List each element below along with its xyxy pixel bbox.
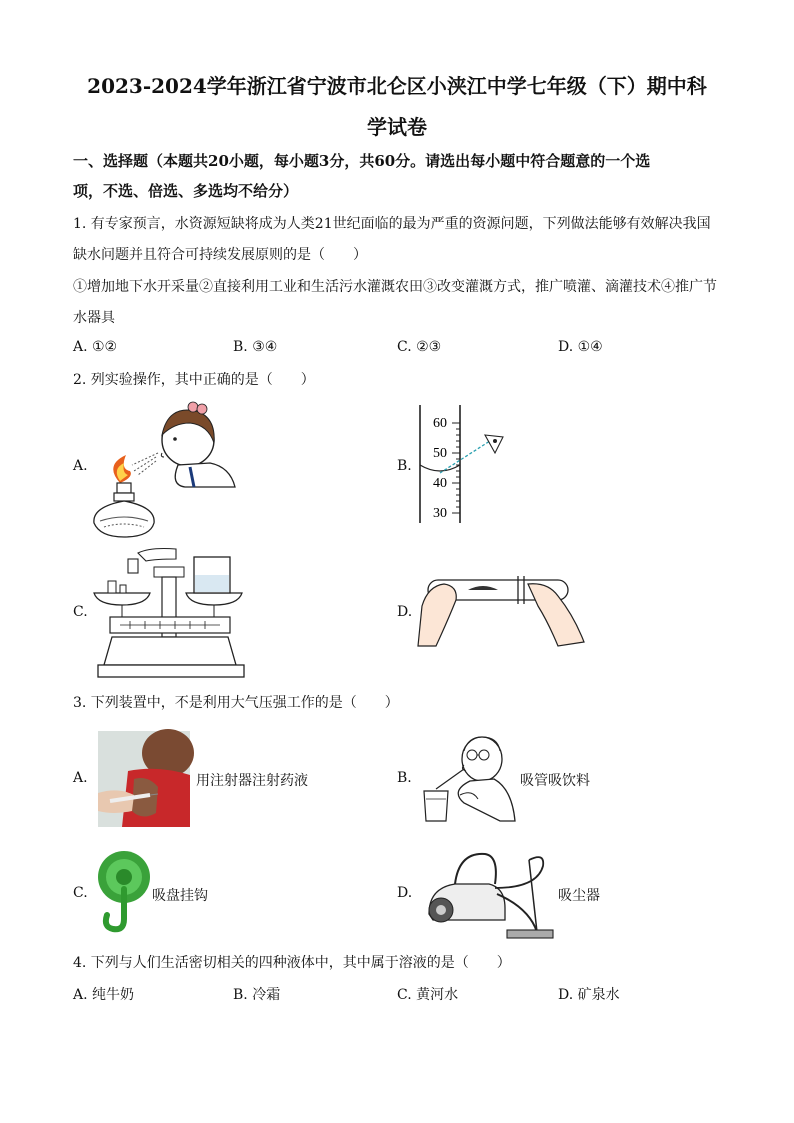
vacuum-cleaner-illustration: [425, 848, 555, 942]
q1-option-a[interactable]: A. ①②: [73, 339, 118, 355]
section-heading-line-1: 一、选择题（本题共20小题，每小题3分，共60分。请选出每小题中符合题意的一个选: [73, 152, 651, 170]
section-heading-line-2: 项，不选、倍选、多选均不给分）: [73, 182, 299, 200]
q4-option-a[interactable]: A. 纯牛奶: [73, 987, 135, 1003]
straw-drinking-illustration: [420, 733, 515, 823]
tick-label-60: 60: [433, 416, 447, 431]
q3-caption-b: 吸管吸饮料: [520, 773, 590, 789]
q1-stem-line-2: 缺水问题并且符合可持续发展原则的是（ ）: [73, 247, 367, 263]
q2-label-a[interactable]: A.: [73, 458, 88, 474]
q1-option-d[interactable]: D. ①④: [558, 339, 603, 355]
q3-label-c[interactable]: C.: [73, 885, 88, 901]
q4-stem: 4. 下列与人们生活密切相关的四种液体中，其中属于溶液的是（ ）: [73, 955, 511, 971]
q2-label-c[interactable]: C.: [73, 604, 88, 620]
q1-stem-line-1: 1. 有专家预言，水资源短缺将成为人类21世纪面临的最为严重的资源问题，下列做法能够有效解决我国: [73, 216, 711, 232]
q4-option-d[interactable]: D. 矿泉水: [558, 987, 620, 1003]
q3-caption-c: 吸盘挂钩: [152, 888, 208, 904]
q2-label-b[interactable]: B.: [397, 458, 412, 474]
suction-cup-hook-photo: [95, 849, 153, 935]
q3-stem: 3. 下列装置中，不是利用大气压强工作的是（ ）: [73, 695, 399, 711]
exam-title-line-1: 2023-2024学年浙江省宁波市北仑区小浃江中学七年级（下）期中科: [87, 74, 707, 98]
q3-label-d[interactable]: D.: [397, 885, 413, 901]
test-tube-heating-illustration: [418, 570, 588, 650]
q3-label-a[interactable]: A.: [73, 770, 88, 786]
q1-statements-line-2: 水器具: [73, 310, 115, 326]
q3-label-b[interactable]: B.: [397, 770, 412, 786]
balance-scale-illustration: [90, 545, 250, 680]
tick-label-30: 30: [433, 506, 447, 521]
tick-label-40: 40: [433, 476, 447, 491]
q2-stem: 2. 列实验操作，其中正确的是（ ）: [73, 372, 315, 388]
q1-statements-line-1: ①增加地下水开采量②直接利用工业和生活污水灌溉农田③改变灌溉方式，推广喷灌、滴灌技术④推广节: [73, 279, 717, 295]
alcohol-lamp-blowing-illustration: [90, 395, 240, 540]
q4-option-b[interactable]: B. 冷霜: [233, 987, 281, 1003]
q3-caption-d: 吸尘器: [558, 888, 600, 904]
graduated-cylinder-reading-illustration: [415, 405, 515, 530]
q2-label-d[interactable]: D.: [397, 604, 413, 620]
tick-label-50: 50: [433, 446, 447, 461]
exam-title-line-2: 学试卷: [367, 115, 427, 139]
q4-option-c[interactable]: C. 黄河水: [397, 987, 459, 1003]
q1-option-b[interactable]: B. ③④: [233, 339, 278, 355]
q1-option-c[interactable]: C. ②③: [397, 339, 442, 355]
q3-caption-a: 用注射器注射药液: [196, 773, 308, 789]
syringe-injection-photo: [98, 731, 190, 827]
